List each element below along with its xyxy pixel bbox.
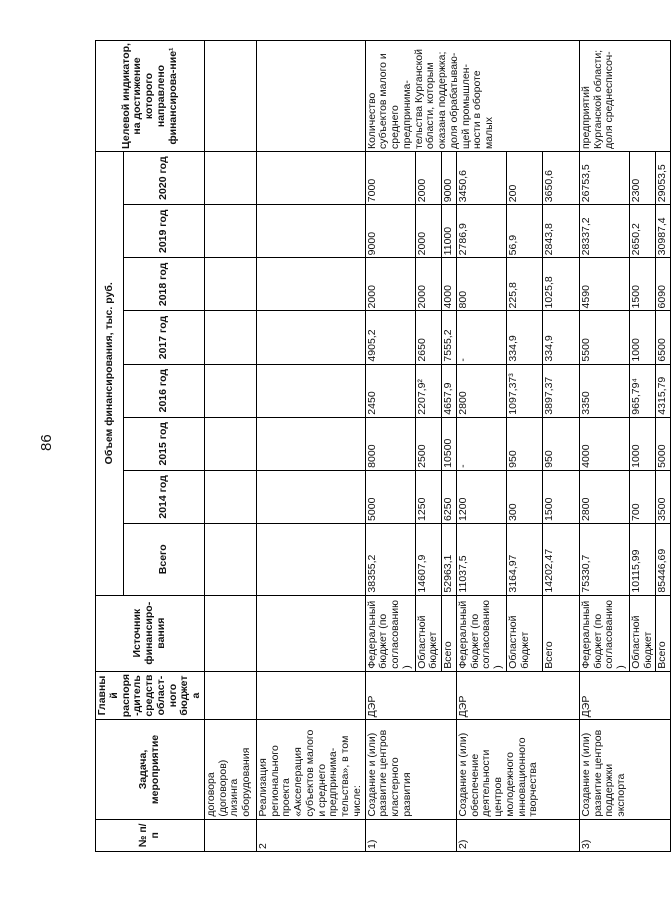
line-total: 85446,69	[656, 523, 671, 595]
group-manager: ДЭР	[579, 671, 670, 720]
rotated-table-container	[95, 40, 669, 852]
line-value: 30987,4	[656, 205, 671, 258]
line-value: 1200	[456, 470, 506, 523]
line-value: 2300	[629, 152, 656, 205]
page-number: 86	[38, 434, 55, 451]
row-value	[256, 417, 365, 470]
line-value: 1000	[629, 417, 656, 470]
line-value: 950	[542, 417, 579, 470]
line-value: 6250	[442, 470, 457, 523]
group-task: Создание и (или) обеспечение деятельности центров молодежного инновационного творчества	[456, 720, 579, 819]
row-value	[204, 258, 256, 311]
header-year: 2015 год	[123, 417, 204, 470]
header-year: 2017 год	[123, 311, 204, 364]
group-num: 3)	[579, 819, 670, 851]
line-total: 14607,9	[415, 523, 442, 595]
row-indicator	[256, 41, 365, 152]
row-value	[204, 364, 256, 417]
line-value: 9000	[365, 205, 415, 258]
header-funding-group: Объем финансирования, тыс. руб.	[96, 152, 124, 596]
line-value: 2000	[415, 152, 442, 205]
line-value: 11000	[442, 205, 457, 258]
header-year: 2014 год	[123, 470, 204, 523]
line-value: 334,9	[506, 311, 542, 364]
line-value: 6500	[656, 311, 671, 364]
line-total: 11037,5	[456, 523, 506, 595]
line-source: Всего	[542, 595, 579, 671]
header-manager: Главный распоря-дитель средств област-ного бюджета	[96, 671, 205, 720]
funding-table	[95, 40, 671, 852]
header-total: Всего	[123, 523, 204, 595]
line-value: 225,8	[506, 258, 542, 311]
row-total	[204, 523, 256, 595]
line-value: 5000	[365, 470, 415, 523]
group-task: Создание и (или) развитие центров кластерного развития	[365, 720, 456, 819]
row-num	[204, 819, 256, 851]
line-value: 4657,9	[442, 364, 457, 417]
line-value: -	[456, 417, 506, 470]
group-num: 2)	[456, 819, 579, 851]
line-value: 4590	[579, 258, 629, 311]
row-value	[204, 152, 256, 205]
row-value	[256, 364, 365, 417]
line-source: Областной бюджет	[506, 595, 542, 671]
line-value: 2000	[415, 258, 442, 311]
row-value	[256, 470, 365, 523]
line-value: 200	[506, 152, 542, 205]
line-value: 26753,5	[579, 152, 629, 205]
line-value: 5000	[656, 417, 671, 470]
line-source: Областной бюджет	[629, 595, 656, 671]
header-source: Источник финансиро-вания	[96, 595, 205, 671]
line-value: 334,9	[542, 311, 579, 364]
table-row	[204, 41, 256, 852]
line-value: 1500	[542, 470, 579, 523]
line-value: 56,9	[506, 205, 542, 258]
line-value: 2843,8	[542, 205, 579, 258]
row-source	[204, 595, 256, 671]
line-value: 2800	[579, 470, 629, 523]
row-manager	[204, 671, 256, 720]
row-indicator	[204, 41, 256, 152]
line-value: 1000	[629, 311, 656, 364]
row-manager	[256, 671, 365, 720]
line-value: -	[456, 311, 506, 364]
row-value	[204, 311, 256, 364]
group-task: Создание и (или) развитие центров поддержки экспорта	[579, 720, 670, 819]
line-value: 3350	[579, 364, 629, 417]
line-value: 6090	[656, 258, 671, 311]
line-value: 1025,8	[542, 258, 579, 311]
line-total: 10115,99	[629, 523, 656, 595]
line-value: 2000	[365, 258, 415, 311]
line-value: 7000	[365, 152, 415, 205]
group-num: 1)	[365, 819, 456, 851]
line-source: Федеральный бюджет (по согласованию)	[456, 595, 506, 671]
line-value: 3450,6	[456, 152, 506, 205]
line-value: 2650,2	[629, 205, 656, 258]
header-task: Задача, мероприятие	[96, 720, 205, 819]
line-value: 950	[506, 417, 542, 470]
line-value: 1250	[415, 470, 442, 523]
line-value: 2500	[415, 417, 442, 470]
row-source	[256, 595, 365, 671]
header-row-1	[96, 41, 124, 852]
group-manager: ДЭР	[456, 671, 579, 720]
line-value: 965,79⁴	[629, 364, 656, 417]
line-value: 7555,2	[442, 311, 457, 364]
line-value: 28337,2	[579, 205, 629, 258]
line-value: 3897,37	[542, 364, 579, 417]
line-total: 75330,7	[579, 523, 629, 595]
line-total: 52963,1	[442, 523, 457, 595]
line-total: 14202,47	[542, 523, 579, 595]
row-num: 2	[256, 819, 365, 851]
line-value: 2786,9	[456, 205, 506, 258]
row-total	[256, 523, 365, 595]
line-value: 9000	[442, 152, 457, 205]
row-value	[256, 205, 365, 258]
line-source: Федеральный бюджет (по согласованию)	[365, 595, 415, 671]
line-value: 1097,37³	[506, 364, 542, 417]
line-value: 800	[456, 258, 506, 311]
line-value: 3500	[656, 470, 671, 523]
row-value	[204, 470, 256, 523]
group-manager: ДЭР	[365, 671, 456, 720]
line-value: 5500	[579, 311, 629, 364]
line-value: 2650	[415, 311, 442, 364]
table-row	[256, 41, 365, 852]
table-row	[456, 41, 506, 852]
line-value: 2800	[456, 364, 506, 417]
group-indicator: предприятий Курганской области; доля среднесписоч-	[579, 41, 670, 152]
header-year: 2020 год	[123, 152, 204, 205]
line-total: 38355,2	[365, 523, 415, 595]
header-year: 2019 год	[123, 205, 204, 258]
line-source: Всего	[656, 595, 671, 671]
row-value	[256, 258, 365, 311]
line-value: 4000	[442, 258, 457, 311]
line-value: 4315,79	[656, 364, 671, 417]
table-row	[579, 41, 629, 852]
line-source: Областной бюджет	[415, 595, 442, 671]
line-value: 1500	[629, 258, 656, 311]
line-source: Всего	[442, 595, 457, 671]
line-total: 3164,97	[506, 523, 542, 595]
row-value	[204, 205, 256, 258]
line-value: 3650,6	[542, 152, 579, 205]
table-row	[365, 41, 415, 852]
header-num: № п/п	[96, 819, 205, 851]
row-value	[204, 417, 256, 470]
line-source: Федеральный бюджет (по согласованию)	[579, 595, 629, 671]
header-year: 2016 год	[123, 364, 204, 417]
line-value: 300	[506, 470, 542, 523]
line-value: 700	[629, 470, 656, 523]
line-value: 29053,5	[656, 152, 671, 205]
row-task: договора (договоров) лизинга оборудования	[204, 720, 256, 819]
line-value: 4905,2	[365, 311, 415, 364]
header-indicator: Целевой индикатор, на достижение которого направлено финансирова-ние¹	[96, 41, 205, 152]
line-value: 8000	[365, 417, 415, 470]
line-value: 10500	[442, 417, 457, 470]
header-year: 2018 год	[123, 258, 204, 311]
row-value	[256, 311, 365, 364]
row-task: Реализация регионального проекта «Акселерация субъектов малого и среднего предпринима-тельства», в том числе:	[256, 720, 365, 819]
group-indicator: Количество субъектов малого и среднего предпринима-тельства Курганской области, которым оказана поддержка; доля обрабатываю-щей промышлен-ности в обороте малых	[365, 41, 579, 152]
line-value: 2450	[365, 364, 415, 417]
line-value: 2207,9²	[415, 364, 442, 417]
line-value: 4000	[579, 417, 629, 470]
row-value	[256, 152, 365, 205]
line-value: 2000	[415, 205, 442, 258]
